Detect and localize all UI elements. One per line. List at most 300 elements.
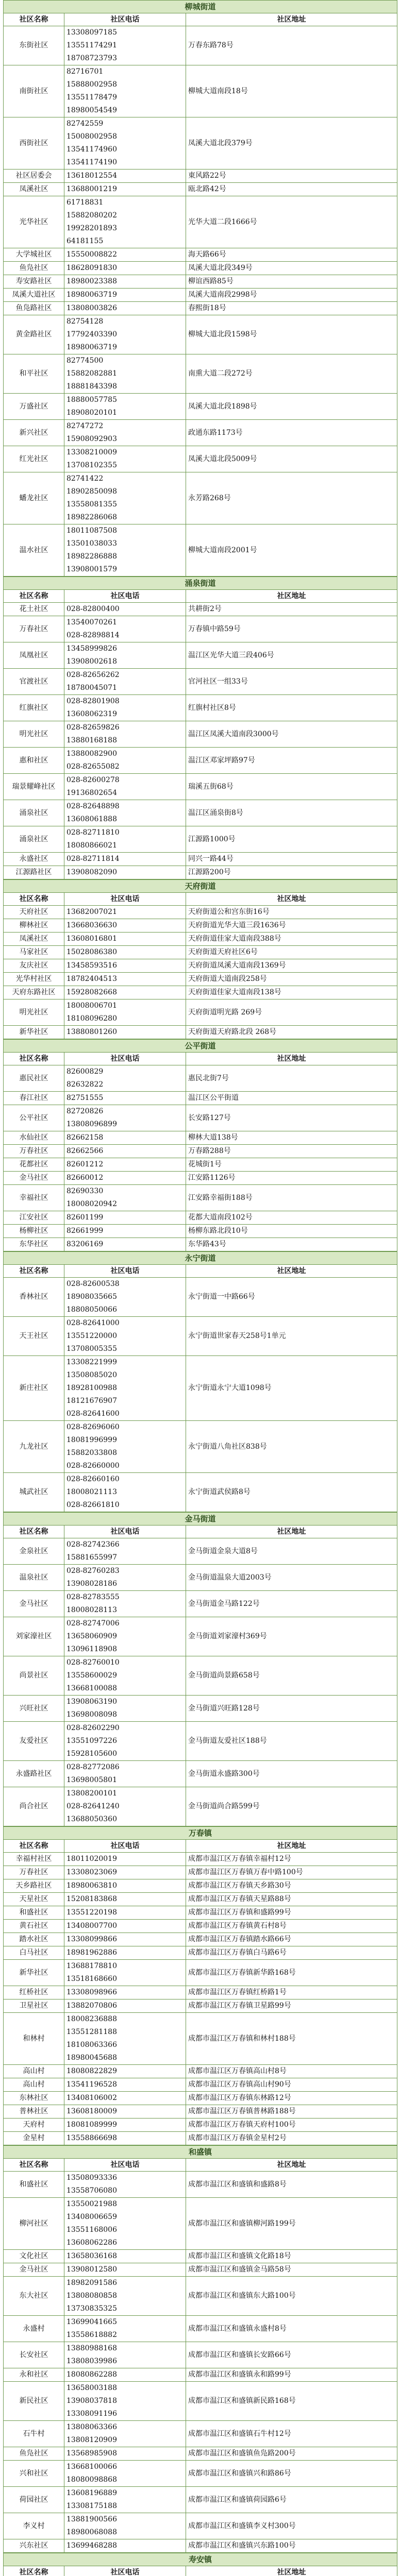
phone-number[interactable]: 15888002958 bbox=[66, 80, 117, 89]
phone-number[interactable]: 18980023388 bbox=[66, 277, 117, 285]
phone-number[interactable]: 18080098868 bbox=[66, 2476, 117, 2484]
table-row bbox=[4, 695, 397, 721]
community-name: 东华社区 bbox=[4, 1238, 64, 1251]
community-address: 成都市温江区万春镇天乡路30号 bbox=[186, 1879, 397, 1893]
phone-number[interactable]: 15028086380 bbox=[66, 948, 117, 956]
table-row bbox=[4, 315, 397, 354]
community-address: 花城街1号 bbox=[186, 1158, 397, 1172]
community-phones bbox=[64, 1238, 186, 1251]
phone-number[interactable]: 13880168188 bbox=[66, 736, 117, 744]
phone-number[interactable]: 13558866698 bbox=[66, 2134, 117, 2142]
table-row bbox=[4, 289, 397, 302]
phone-number[interactable]: 028-82711814 bbox=[66, 855, 120, 863]
table-row bbox=[4, 986, 397, 999]
community-address: 温江区光华大道三段406号 bbox=[186, 642, 397, 669]
column-header-name: 社区名称 bbox=[4, 1840, 64, 1853]
community-name: 香林社区 bbox=[4, 1278, 64, 1317]
phone-number[interactable]: 18081089999 bbox=[66, 2121, 117, 2129]
table-row bbox=[4, 1656, 397, 1696]
phone-number[interactable]: 13096118908 bbox=[66, 1645, 117, 1653]
phone-number[interactable]: 18980063810 bbox=[66, 1882, 117, 1890]
community-phones bbox=[64, 315, 186, 354]
phone-number[interactable]: 13458999826 bbox=[66, 645, 117, 653]
section-title: 柳城街道 bbox=[4, 1, 397, 13]
phone-number[interactable]: 13518168660 bbox=[66, 1975, 117, 1983]
phone-number[interactable]: 18008028113 bbox=[66, 1606, 117, 1614]
community-name: 文化社区 bbox=[4, 2250, 64, 2263]
phone-number[interactable]: 028-82783555 bbox=[66, 1593, 120, 1601]
phone-number[interactable]: 15550008822 bbox=[66, 250, 117, 259]
phone-number[interactable]: 18982286888 bbox=[66, 552, 117, 561]
phone-number[interactable]: 028-82696060 bbox=[66, 1423, 120, 1431]
community-phones bbox=[64, 2105, 186, 2119]
phone-number[interactable]: 15928082668 bbox=[66, 988, 117, 996]
phone-number[interactable]: 13698008098 bbox=[66, 1710, 117, 1719]
community-phones bbox=[64, 2119, 186, 2132]
community-address: 温江区公平街道 bbox=[186, 1092, 397, 1105]
phone-number[interactable]: 15208183868 bbox=[66, 1895, 117, 1903]
phone-number[interactable]: 028-82655082 bbox=[66, 762, 120, 771]
phone-number[interactable]: 13908012580 bbox=[66, 2265, 117, 2274]
phone-number[interactable]: 13550021988 bbox=[66, 2200, 117, 2208]
community-address: 金马街道金马路122号 bbox=[186, 1591, 397, 1617]
table-row bbox=[4, 2172, 397, 2198]
table-row bbox=[4, 1565, 397, 1591]
phone-number[interactable]: 13658060909 bbox=[66, 1632, 117, 1640]
phone-number[interactable]: 13808200101 bbox=[66, 1789, 117, 1798]
community-phones bbox=[64, 906, 186, 919]
phone-number[interactable]: 13881900566 bbox=[66, 2515, 117, 2523]
section-table bbox=[3, 1512, 397, 1826]
community-name: 尚合社区 bbox=[4, 1787, 64, 1826]
phone-number[interactable]: 18980054549 bbox=[66, 106, 117, 114]
community-address: 天府街道明光路 269号 bbox=[186, 999, 397, 1026]
phone-number[interactable]: 13551281188 bbox=[66, 2028, 117, 2036]
phone-number[interactable]: 13808120909 bbox=[66, 2436, 117, 2444]
phone-number[interactable]: 18628091830 bbox=[66, 264, 117, 272]
phone-number[interactable]: 15928105600 bbox=[66, 1750, 117, 1758]
phone-number[interactable]: 13558618882 bbox=[66, 2331, 117, 2339]
column-header-address: 社区地址 bbox=[186, 1053, 397, 1065]
community-phones bbox=[64, 933, 186, 946]
phone-number[interactable]: 13541174190 bbox=[66, 158, 117, 166]
phone-number[interactable]: 13880988168 bbox=[66, 2344, 117, 2352]
table-row bbox=[4, 1145, 397, 1158]
community-address: 成都市温江区和盛镇金马路58号 bbox=[186, 2263, 397, 2277]
community-phones bbox=[64, 1131, 186, 1145]
community-address: 南熏大道二段272号 bbox=[186, 354, 397, 394]
phone-number[interactable]: 13508093336 bbox=[66, 2174, 117, 2182]
phone-number[interactable]: 13668100088 bbox=[66, 1684, 117, 1692]
community-address: 政通东路1173号 bbox=[186, 420, 397, 446]
table-row bbox=[4, 2487, 397, 2513]
community-name: 永和社区 bbox=[4, 2368, 64, 2382]
community-address: 成都市温江区万春镇万春中路100号 bbox=[186, 1866, 397, 1879]
community-phones bbox=[64, 603, 186, 616]
community-name: 金马社区 bbox=[4, 2263, 64, 2277]
phone-number[interactable]: 82662158 bbox=[66, 1133, 104, 1142]
phone-number[interactable]: 13541196528 bbox=[66, 2080, 117, 2089]
phone-number[interactable]: 13558706080 bbox=[66, 2187, 117, 2195]
phone-number[interactable]: 82716701 bbox=[66, 67, 104, 76]
phone-number[interactable]: 13908082090 bbox=[66, 868, 117, 876]
phone-number[interactable]: 028-82641600 bbox=[66, 1410, 120, 1418]
phone-number[interactable]: 028-82747006 bbox=[66, 1619, 120, 1628]
community-name: 光华村社区 bbox=[4, 973, 64, 986]
phone-number[interactable]: 13688001219 bbox=[66, 185, 117, 193]
phone-number[interactable]: 82690330 bbox=[66, 1187, 104, 1195]
community-address: 柳城大道北段1598号 bbox=[186, 315, 397, 354]
phone-number[interactable]: 13808039986 bbox=[66, 2357, 117, 2365]
section-table bbox=[3, 0, 397, 577]
phone-number[interactable]: 13699041665 bbox=[66, 2318, 117, 2326]
phone-number[interactable]: 18008006701 bbox=[66, 1002, 117, 1010]
phone-number[interactable]: 028-82648898 bbox=[66, 802, 120, 810]
phone-number[interactable]: 82747272 bbox=[66, 422, 104, 430]
phone-number[interactable]: 13508085020 bbox=[66, 1371, 117, 1379]
column-header-phone: 社区电话 bbox=[64, 1053, 186, 1065]
table-row bbox=[4, 1356, 397, 1421]
community-phones bbox=[64, 826, 186, 853]
table-row bbox=[4, 170, 397, 183]
table-row bbox=[4, 2013, 397, 2065]
phone-number[interactable]: 13540070261 bbox=[66, 618, 117, 626]
community-address: 永宁街道永宁大道1098号 bbox=[186, 1356, 397, 1421]
phone-number[interactable]: 028-82898814 bbox=[66, 631, 120, 639]
phone-number[interactable]: 13408106002 bbox=[66, 2094, 117, 2102]
phone-number[interactable]: 13608196889 bbox=[66, 2489, 117, 2497]
community-address: 瓯北路42号 bbox=[186, 183, 397, 196]
community-name: 高山村 bbox=[4, 2065, 64, 2078]
community-name: 花都社区 bbox=[4, 1158, 64, 1172]
phone-number[interactable]: 82720826 bbox=[66, 1107, 104, 1115]
phone-number[interactable]: 13908037818 bbox=[66, 2397, 117, 2405]
table-row bbox=[4, 262, 397, 275]
phone-number[interactable]: 61718831 bbox=[66, 198, 104, 207]
community-phones bbox=[64, 2250, 186, 2263]
community-name: 春江社区 bbox=[4, 1092, 64, 1105]
community-name: 金马社区 bbox=[4, 1172, 64, 1185]
community-phones bbox=[64, 986, 186, 999]
column-header-phone: 社区电话 bbox=[64, 1840, 186, 1853]
column-header-name: 社区名称 bbox=[4, 1053, 64, 1065]
community-address: 海天路66号 bbox=[186, 248, 397, 262]
phone-number[interactable]: 18982091586 bbox=[66, 2279, 117, 2287]
table-row bbox=[4, 1866, 397, 1879]
phone-number[interactable]: 18011020019 bbox=[66, 1855, 117, 1863]
section-table bbox=[3, 577, 397, 879]
table-row bbox=[4, 999, 397, 1026]
phone-number[interactable]: 13708102355 bbox=[66, 461, 117, 469]
phone-number[interactable]: 13308091196 bbox=[66, 2410, 117, 2418]
community-address: 天府街道天府路北段 268号 bbox=[186, 1026, 397, 1039]
phone-number[interactable]: 18708723793 bbox=[66, 54, 117, 62]
community-address: 東风路22号 bbox=[186, 170, 397, 183]
community-name: 幸福村社区 bbox=[4, 1853, 64, 1866]
table-row bbox=[4, 183, 397, 196]
phone-number[interactable]: 13308099866 bbox=[66, 1935, 117, 1943]
community-phones bbox=[64, 2421, 186, 2447]
phone-number[interactable]: 18980063719 bbox=[66, 343, 117, 351]
phone-number[interactable]: 13908002618 bbox=[66, 657, 117, 666]
community-name: 万盛社区 bbox=[4, 394, 64, 420]
community-phones bbox=[64, 774, 186, 800]
phone-number[interactable]: 13658003188 bbox=[66, 2384, 117, 2392]
phone-number[interactable]: 15008002958 bbox=[66, 132, 117, 141]
phone-number[interactable]: 18980068088 bbox=[66, 2528, 117, 2536]
community-phones bbox=[64, 1565, 186, 1591]
community-address: 共耕街2号 bbox=[186, 603, 397, 616]
phone-number[interactable]: 13308210009 bbox=[66, 448, 117, 456]
phone-number[interactable]: 028-82656262 bbox=[66, 671, 120, 679]
table-row bbox=[4, 933, 397, 946]
table-row bbox=[4, 1473, 397, 1512]
phone-number[interactable]: 13808003826 bbox=[66, 304, 117, 312]
community-address: 凤溪大道北段1898号 bbox=[186, 394, 397, 420]
phone-number[interactable]: 13668100066 bbox=[66, 2463, 117, 2471]
phone-number[interactable]: 13558081355 bbox=[66, 500, 117, 509]
phone-number[interactable]: 028-82600278 bbox=[66, 776, 120, 784]
phone-number[interactable]: 028-82641240 bbox=[66, 1802, 120, 1810]
phone-number[interactable]: 82662566 bbox=[66, 1147, 104, 1155]
table-row bbox=[4, 1105, 397, 1131]
phone-number[interactable]: 15882033808 bbox=[66, 1449, 117, 1457]
phone-number[interactable]: 13808080858 bbox=[66, 2292, 117, 2300]
phone-number[interactable]: 13608062319 bbox=[66, 710, 117, 718]
phone-number[interactable]: 82742559 bbox=[66, 120, 104, 128]
phone-number[interactable]: 13551178479 bbox=[66, 93, 117, 101]
phone-number[interactable]: 82661999 bbox=[66, 1227, 104, 1235]
phone-number[interactable]: 028-82660000 bbox=[66, 1462, 120, 1470]
phone-number[interactable]: 18881843398 bbox=[66, 382, 117, 391]
phone-number[interactable]: 028-82659826 bbox=[66, 723, 120, 732]
phone-number[interactable]: 13551174291 bbox=[66, 41, 117, 49]
section-title: 金马街道 bbox=[4, 1513, 397, 1526]
phone-number[interactable]: 82754128 bbox=[66, 317, 104, 326]
phone-number[interactable]: 028-82801908 bbox=[66, 697, 120, 705]
phone-number[interactable]: 18121676907 bbox=[66, 1397, 117, 1405]
community-name: 兴和社区 bbox=[4, 2461, 64, 2487]
community-address: 金马街道兴旺路128号 bbox=[186, 1696, 397, 1722]
community-name: 涌泉社区 bbox=[4, 800, 64, 826]
phone-number[interactable]: 13551220198 bbox=[66, 1908, 117, 1917]
community-name: 明光社区 bbox=[4, 721, 64, 748]
phone-number[interactable]: 82601199 bbox=[66, 1213, 104, 1222]
phone-number[interactable]: 18908035665 bbox=[66, 1293, 117, 1301]
community-address: 柳城大道南段18号 bbox=[186, 65, 397, 117]
community-address: 官河社区一组33号 bbox=[186, 669, 397, 695]
phone-number[interactable]: 13558600029 bbox=[66, 1671, 117, 1680]
column-header-name: 社区名称 bbox=[4, 2566, 64, 2576]
phone-number[interactable]: 18008021113 bbox=[66, 1488, 117, 1496]
phone-number[interactable]: 13408006659 bbox=[66, 2213, 117, 2221]
community-phones bbox=[64, 1999, 186, 2013]
phone-number[interactable]: 13308175188 bbox=[66, 2502, 117, 2510]
phone-number[interactable]: 64181155 bbox=[66, 237, 104, 245]
phone-number[interactable]: 18080862288 bbox=[66, 2370, 117, 2379]
phone-number[interactable]: 13908028186 bbox=[66, 1580, 117, 1588]
phone-number[interactable]: 13908001579 bbox=[66, 565, 117, 573]
phone-number[interactable]: 15882082881 bbox=[66, 369, 117, 378]
community-phones bbox=[64, 695, 186, 721]
column-header-name: 社区名称 bbox=[4, 893, 64, 906]
phone-number[interactable]: 13808063366 bbox=[66, 2423, 117, 2431]
phone-number[interactable]: 13688178810 bbox=[66, 1962, 117, 1970]
phone-number[interactable]: 19928201893 bbox=[66, 224, 117, 232]
table-row bbox=[4, 2198, 397, 2250]
phone-number[interactable]: 15882080202 bbox=[66, 211, 117, 219]
phone-number[interactable]: 028-82772086 bbox=[66, 1763, 120, 1771]
phone-number[interactable]: 028-82661810 bbox=[66, 1501, 120, 1509]
phone-number[interactable]: 13408007700 bbox=[66, 1922, 117, 1930]
phone-number[interactable]: 82741422 bbox=[66, 474, 104, 483]
phone-number[interactable]: 13501038033 bbox=[66, 539, 117, 548]
table-row bbox=[4, 2421, 397, 2447]
phone-number[interactable]: 13882070806 bbox=[66, 2002, 117, 2010]
section-title: 公平街道 bbox=[4, 1040, 397, 1053]
phone-number[interactable]: 13608016801 bbox=[66, 935, 117, 943]
phone-number[interactable]: 13708005355 bbox=[66, 1345, 117, 1353]
phone-number[interactable]: 028-82760283 bbox=[66, 1567, 120, 1575]
phone-number[interactable]: 13730835325 bbox=[66, 2304, 117, 2313]
phone-number[interactable]: 18982286068 bbox=[66, 513, 117, 521]
community-name: 和平社区 bbox=[4, 354, 64, 394]
community-name: 江安社区 bbox=[4, 1211, 64, 1225]
community-name: 东大社区 bbox=[4, 2277, 64, 2316]
phone-number[interactable]: 028-82800400 bbox=[66, 605, 120, 613]
community-name: 凤溪社区 bbox=[4, 933, 64, 946]
phone-number[interactable]: 15908092903 bbox=[66, 435, 117, 443]
phone-number[interactable]: 18928100988 bbox=[66, 1384, 117, 1392]
phone-number[interactable]: 19136802654 bbox=[66, 789, 117, 797]
phone-number[interactable]: 18008020942 bbox=[66, 1200, 117, 1208]
community-address: 成都市温江区万春镇东林路12号 bbox=[186, 2092, 397, 2105]
phone-number[interactable]: 18808050066 bbox=[66, 1306, 117, 1314]
phone-number[interactable]: 15881655997 bbox=[66, 1553, 117, 1562]
phone-number[interactable]: 13608062286 bbox=[66, 2239, 117, 2247]
table-row bbox=[4, 2368, 397, 2382]
phone-number[interactable]: 17792403390 bbox=[66, 330, 117, 338]
phone-number[interactable]: 13551168006 bbox=[66, 2226, 117, 2234]
phone-number[interactable]: 82632822 bbox=[66, 1080, 104, 1089]
community-phones bbox=[64, 1421, 186, 1473]
section-table bbox=[3, 2145, 397, 2553]
community-address: 成都市温江区和盛镇李义村300号 bbox=[186, 2513, 397, 2539]
phone-number[interactable]: 13658036168 bbox=[66, 2252, 117, 2260]
phone-number[interactable]: 13551097226 bbox=[66, 1737, 117, 1745]
phone-number[interactable]: 18080866021 bbox=[66, 841, 117, 850]
phone-number[interactable]: 18011087508 bbox=[66, 527, 117, 535]
phone-number[interactable]: 18108063366 bbox=[66, 2041, 117, 2049]
table-row bbox=[4, 524, 397, 577]
phone-number[interactable]: 18780045071 bbox=[66, 684, 117, 692]
community-name: 蟠龙社区 bbox=[4, 472, 64, 524]
phone-number[interactable]: 18008236888 bbox=[66, 2015, 117, 2023]
community-address: 成都市温江区万春镇卫星路99号 bbox=[186, 1999, 397, 2013]
phone-number[interactable]: 18908020101 bbox=[66, 409, 117, 417]
phone-number[interactable]: 18980063719 bbox=[66, 291, 117, 299]
phone-number[interactable]: 13698005801 bbox=[66, 1776, 117, 1784]
community-phones bbox=[64, 866, 186, 879]
phone-number[interactable]: 028-82742366 bbox=[66, 1540, 120, 1549]
phone-number[interactable]: 18880057785 bbox=[66, 396, 117, 404]
phone-number[interactable]: 18081996999 bbox=[66, 1436, 117, 1444]
community-address: 成都市温江区和盛镇兴东路100号 bbox=[186, 2539, 397, 2553]
phone-number[interactable]: 028-82600538 bbox=[66, 1280, 120, 1288]
table-row bbox=[4, 2382, 397, 2421]
phone-number[interactable]: 13308023069 bbox=[66, 1868, 117, 1876]
table-row bbox=[4, 919, 397, 933]
community-name: 黄金路社区 bbox=[4, 315, 64, 354]
phone-number[interactable]: 82601212 bbox=[66, 1160, 104, 1168]
phone-number[interactable]: 13618012554 bbox=[66, 172, 117, 180]
community-address: 永宁街道武侯路8号 bbox=[186, 1473, 397, 1512]
phone-number[interactable]: 13458593516 bbox=[66, 961, 117, 970]
phone-number[interactable]: 18980045688 bbox=[66, 2054, 117, 2062]
phone-number[interactable]: 18782404513 bbox=[66, 975, 117, 983]
phone-number[interactable]: 18902850098 bbox=[66, 487, 117, 496]
phone-number[interactable]: 028-82641000 bbox=[66, 1319, 120, 1327]
community-phones bbox=[64, 1105, 186, 1131]
phone-number[interactable]: 18108096280 bbox=[66, 1014, 117, 1023]
phone-number[interactable]: 028-82660160 bbox=[66, 1475, 120, 1483]
community-name: 大学城社区 bbox=[4, 248, 64, 262]
phone-number[interactable]: 028-82760010 bbox=[66, 1658, 120, 1667]
community-address: 天府街道凤溪大道南段1369号 bbox=[186, 959, 397, 973]
section-table bbox=[3, 1039, 397, 1251]
phone-number[interactable]: 13308097185 bbox=[66, 28, 117, 37]
phone-number[interactable]: 83206169 bbox=[66, 1240, 104, 1248]
table-row bbox=[4, 2539, 397, 2553]
community-address: 成都市温江区万春镇普林路188号 bbox=[186, 2105, 397, 2119]
community-phones bbox=[64, 1960, 186, 1986]
phone-number[interactable]: 82751555 bbox=[66, 1094, 104, 1102]
community-phones bbox=[64, 302, 186, 315]
section-title: 天府街道 bbox=[4, 880, 397, 893]
phone-number[interactable]: 18981962886 bbox=[66, 1948, 117, 1957]
phone-number[interactable]: 028-82602290 bbox=[66, 1724, 120, 1732]
phone-number[interactable]: 13808096899 bbox=[66, 1120, 117, 1128]
phone-number[interactable]: 028-82711810 bbox=[66, 828, 120, 837]
community-phones bbox=[64, 1893, 186, 1906]
phone-number[interactable]: 13668036630 bbox=[66, 921, 117, 929]
phone-number[interactable]: 13568985908 bbox=[66, 2449, 117, 2458]
phone-number[interactable]: 13682007021 bbox=[66, 908, 117, 916]
community-name: 和盛社区 bbox=[4, 1906, 64, 1920]
phone-number[interactable]: 13908063190 bbox=[66, 1698, 117, 1706]
phone-number[interactable]: 18080822829 bbox=[66, 2067, 117, 2075]
community-phones bbox=[64, 262, 186, 275]
table-row bbox=[4, 866, 397, 879]
phone-number[interactable]: 13880801260 bbox=[66, 1028, 117, 1036]
community-name: 柳河社区 bbox=[4, 2198, 64, 2250]
column-header-name: 社区名称 bbox=[4, 13, 64, 26]
phone-number[interactable]: 13308221999 bbox=[66, 1358, 117, 1366]
phone-number[interactable]: 82660012 bbox=[66, 1174, 104, 1182]
phone-number[interactable]: 13699468288 bbox=[66, 2541, 117, 2550]
phone-number[interactable]: 82774500 bbox=[66, 357, 104, 365]
phone-number[interactable]: 13551220000 bbox=[66, 1332, 117, 1340]
phone-number[interactable]: 13608180009 bbox=[66, 2107, 117, 2115]
community-name: 东林社区 bbox=[4, 2092, 64, 2105]
phone-number[interactable]: 13608061888 bbox=[66, 815, 117, 823]
phone-number[interactable]: 13688050360 bbox=[66, 1815, 117, 1823]
phone-number[interactable]: 13541174960 bbox=[66, 145, 117, 154]
phone-number[interactable]: 13308098966 bbox=[66, 1988, 117, 1996]
phone-number[interactable]: 13880082900 bbox=[66, 750, 117, 758]
phone-number[interactable]: 82600829 bbox=[66, 1067, 104, 1076]
community-address: 凤溪大道北段349号 bbox=[186, 262, 397, 275]
